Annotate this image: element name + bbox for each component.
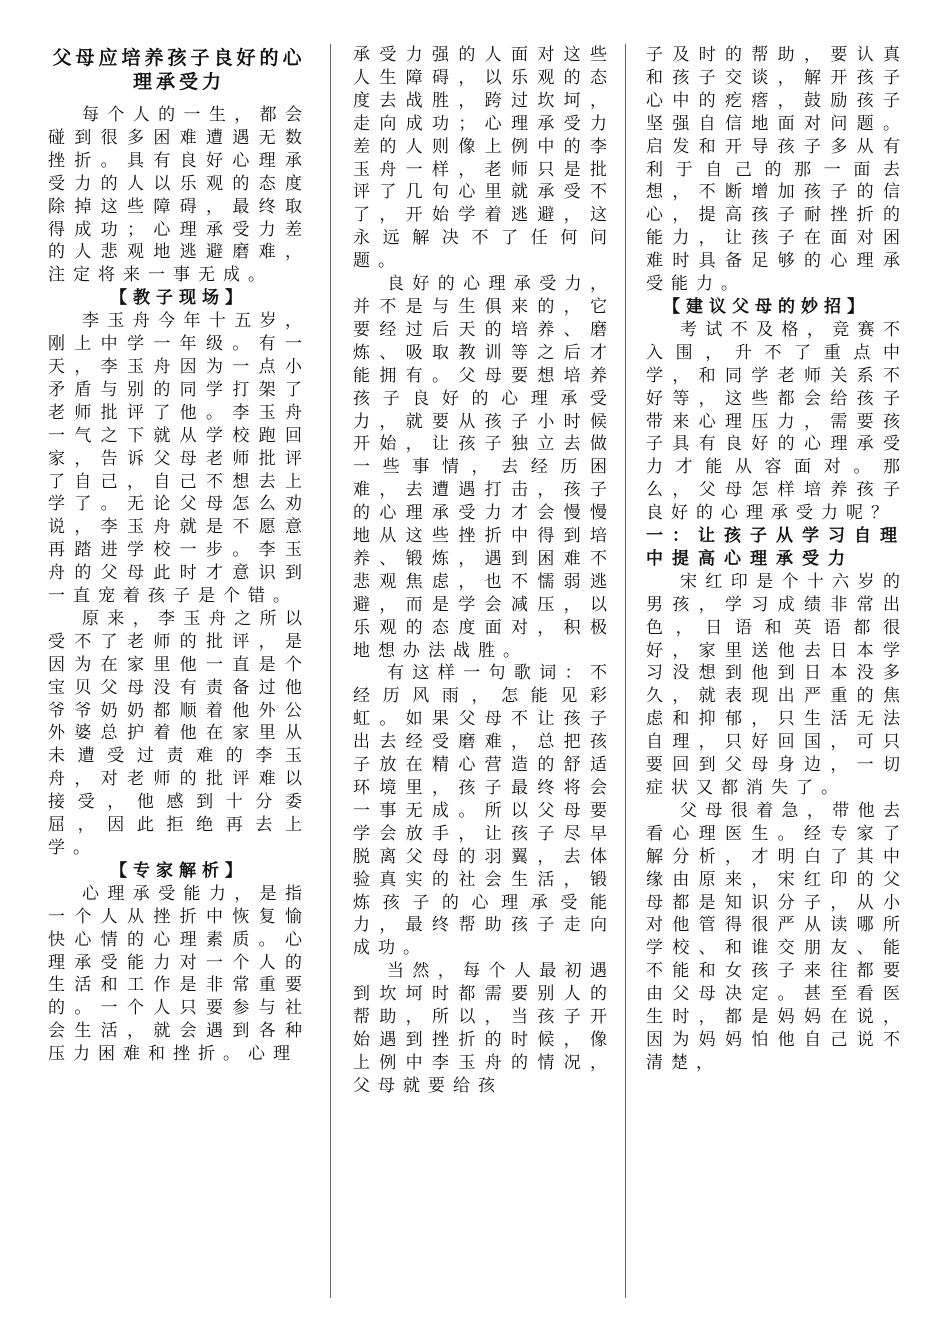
paragraph: 当然，每个人最初遇到坎坷时都需要别人的帮助，所以，当孩子开始遇到挫折的时候，像上例中李玉舟的情况，父母就要给孩 bbox=[353, 961, 615, 1096]
paragraph: 有这样一句歌词：不经历风雨，怎能见彩虹。如果父母不让孩子出去经受磨难，总把孩子放在精心营造的舒适环境里，孩子最终将会一事无成。所以父母要学会放手，让孩子尽早脱离父母的羽翼，去体验真实的社会生活，锻炼孩子的心理承受能力，最终帮助孩子走向成功。 bbox=[353, 663, 615, 959]
section-heading: 【专家解析】 bbox=[110, 860, 248, 881]
paragraph: 考试不及格，竞赛不入围，升不了重点中学，和同学老师关系不好等，这些都会给孩子带来心理压力，需要孩子具有良好的心理承受力才能从容面对。那么，父母怎样培养孩子良好的心理承受力呢？ bbox=[646, 319, 908, 524]
subsection-heading: 一：让孩子从学习自理中提高心理承受力 bbox=[646, 526, 906, 569]
paragraph: 良好的心理承受力，并不是与生俱来的，它要经过后天的培养、磨炼、吸取教训等之后才能拥有。父母要想培养孩子良好的心理承受力，就要从孩子小时候开始，让孩子独立去做一些事情，去经历困难，去遭遇打击，孩子的心理承受力才会慢慢地从这些挫折中得到培养、锻炼，遇到困难不悲观焦虑，也不懦弱逃避，而是学会减压，以乐观的态度面对，积极地想办法战胜。 bbox=[353, 274, 615, 661]
column-1 bbox=[48, 44, 310, 1066]
paragraph: 宋红印是个十六岁的男孩，学习成绩非常出色，日语和英语都很好，家里送他去日本学习没想到他到日本没多久，就表现出严重的焦虑和抑郁，只生活无法自理，只好回国，可只要回到父母身边，一切症状又都消失了。 bbox=[646, 571, 908, 798]
section-heading: 【教子现场】 bbox=[110, 288, 248, 309]
paragraph: 父母很着急，带他去看心理医生。经专家了解分析，才明白了其中缘由原来，宋红印的父母都是知识分子，从小对他管得很严从读哪所学校、和谁交朋友、能不能和女孩子来往都要由父母决定。甚至看医生时，都是妈妈在说，因为妈妈怕他自己说不清楚， bbox=[646, 800, 908, 1073]
paragraph: 子及时的帮助，要认真和孩子交谈，解开孩子心中的疙瘩，鼓励孩子坚强自信地面对问题。启发和开导孩子多从有利于自己的那一面去想，不断增加孩子的信心，提高孩子耐挫折的能力，让孩子在面对困难时具备足够的心理承受能力。 bbox=[646, 45, 908, 295]
paragraph: 李玉舟今年十五岁，刚上中学一年级。有一天，李玉舟因为一点小矛盾与别的同学打架了老师批评了他。李玉舟一气之下就从学校跑回家，告诉父母老师批评了自己，自己不想去上学了。无论父母怎么劝说，李玉舟就是不愿意再踏进学校一步。李玉舟的父母此时才意识到一直宠着孩子是个错。 bbox=[48, 311, 310, 607]
article-title: 父母应培养孩子良好的心理承受力 bbox=[52, 47, 306, 93]
column-divider bbox=[625, 44, 626, 1298]
paragraph: 心理承受能力，是指一个人从挫折中恢复愉快心情的心理素质。心理承受能力对一个人的生活和工作是非常重要的。一个人只要参与社会生活，就会遇到各种压力困难和挫折。心理 bbox=[48, 883, 310, 1065]
paragraph: 每个人的一生，都会碰到很多困难遭遇无数挫折。具有良好心理承受力的人以乐观的态度除掉这些障碍，最终取得成功；心理承受力差的人悲观地逃避磨难，注定将来一事无成。 bbox=[48, 105, 310, 286]
paragraph: 承受力强的人面对这些人生障碍，以乐观的态度去战胜，跨过坎坷，走向成功；心理承受力差的人则像上例中的李玉舟一样，老师只是批评了几句心里就承受不了，开始学着逃避，这永远解决不了任何问题。 bbox=[353, 45, 615, 272]
column-2 bbox=[353, 44, 615, 1098]
column-3 bbox=[646, 44, 908, 1075]
section-heading: 【建议父母的妙招】 bbox=[663, 296, 870, 317]
column-divider bbox=[330, 44, 331, 1298]
paragraph: 原来，李玉舟之所以受不了老师的批评，是因为在家里他一直是个宝贝父母没有责备过他爷爷奶奶都顺着他外公外婆总护着他在家里从未遭受过责难的李玉舟，对老师的批评难以接受，他感到十分委屈，因此拒绝再去上学。 bbox=[48, 608, 310, 858]
